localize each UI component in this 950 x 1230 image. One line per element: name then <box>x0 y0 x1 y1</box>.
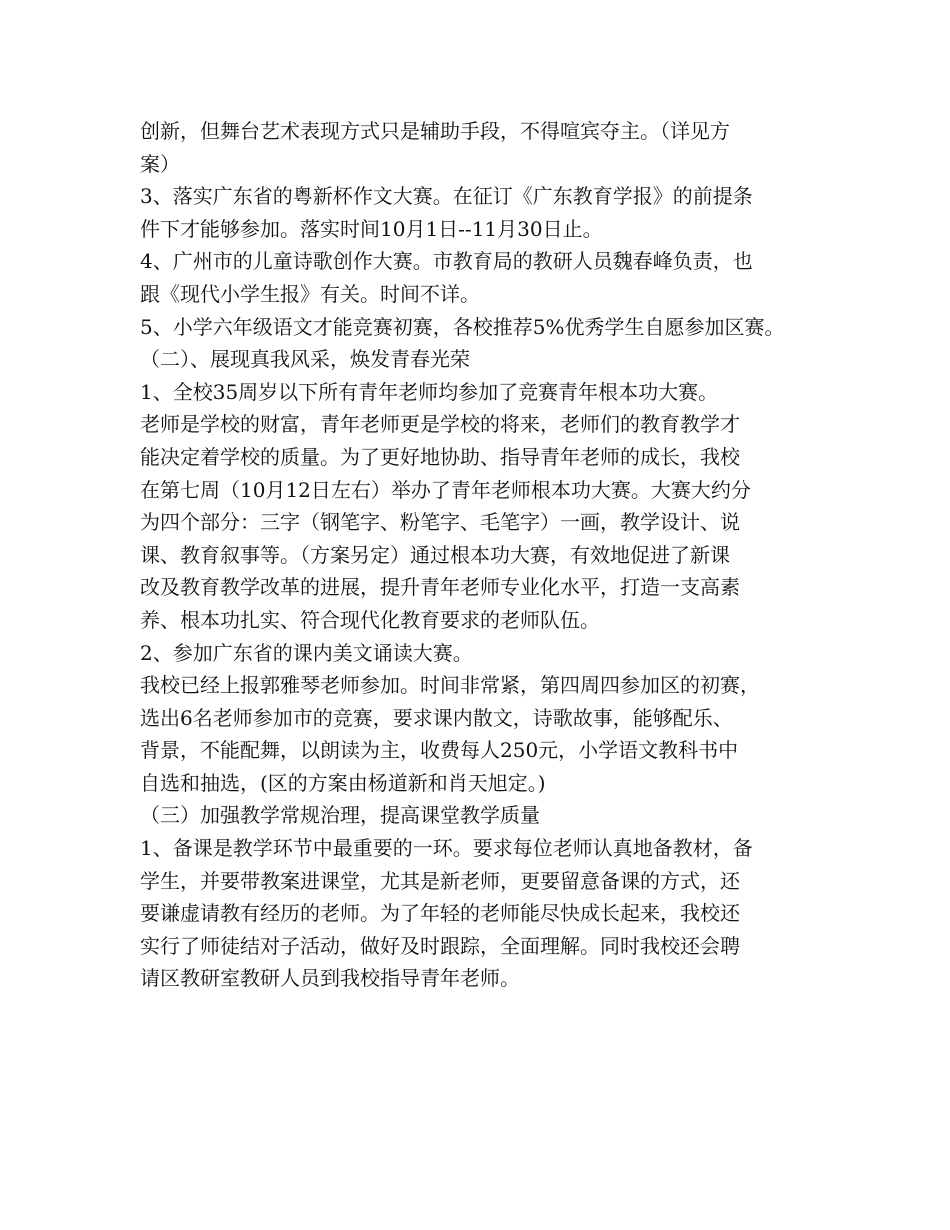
text-line: 要谦虚请教有经历的老师。为了年轻的老师能尽快成长起来，我校还 <box>140 901 740 926</box>
text-line: 1、全校35周岁以下所有青年老师均参加了竞赛青年根本功大赛。 <box>140 379 719 404</box>
text-line: 请区教研室教研人员到我校指导青年老师。 <box>140 966 520 991</box>
text-line: 选出6名老师参加市的竞赛，要求课内散文，诗歌故事，能够配乐、 <box>140 705 733 730</box>
text-line: 改及教育教学改革的进展，提升青年老师专业化水平，打造一支高素 <box>140 575 740 600</box>
text-line: 创新，但舞台艺术表现方式只是辅助手段，不得喧宾夺主。（详见方 <box>140 119 730 143</box>
text-line: 3、落实广东省的粤新杯作文大赛。在征订《广东教育学报》的前提条 <box>140 184 753 209</box>
text-line: 在第七周（10月12日左右）举办了青年老师根本功大赛。大赛大约分 <box>140 477 751 502</box>
text-line: 1、备课是教学环节中最重要的一环。要求每位老师认真地备教材，备 <box>140 836 753 861</box>
text-line: 能决定着学校的质量。为了更好地协助、指导青年老师的成长，我校 <box>140 444 740 469</box>
text-line: 4、广州市的儿童诗歌创作大赛。市教育局的教研人员魏春峰负责，也 <box>140 249 753 274</box>
text-line: 背景，不能配舞，以朗读为主，收费每人250元，小学语文教科书中 <box>140 738 739 763</box>
text-line: 案） <box>140 151 180 176</box>
text-line: 我校已经上报郭雅琴老师参加。时间非常紧，第四周四参加区的初赛， <box>140 673 760 698</box>
document-body <box>140 115 830 995</box>
text-line: 养、根本功扎实、符合现代化教育要求的老师队伍。 <box>140 607 600 632</box>
text-line: 老师是学校的财富，青年老师更是学校的将来，老师们的教育教学才 <box>140 412 740 437</box>
text-line: 自选和抽选，(区的方案由杨道新和肖天旭定。) <box>140 770 546 795</box>
text-line: 课、教育叙事等。（方案另定）通过根本功大赛，有效地促进了新课 <box>140 542 730 567</box>
section-heading: （三）加强教学常规治理，提高课堂教学质量 <box>140 803 540 828</box>
text-line: 5、小学六年级语文才能竞赛初赛，各校推荐5%优秀学生自愿参加区赛。 <box>140 314 785 339</box>
text-line: 2、参加广东省的课内美文诵读大赛。 <box>140 640 473 665</box>
text-line: 学生，并要带教案进课堂，尤其是新老师，更要留意备课的方式，还 <box>140 868 740 893</box>
text-line: 实行了师徒结对子活动，做好及时跟踪，全面理解。同时我校还会聘 <box>140 933 740 958</box>
text-line: 跟《现代小学生报》有关。时间不详。 <box>140 281 480 306</box>
text-line: 件下才能够参加。落实时间10月1日--11月30日止。 <box>140 216 603 241</box>
text-line: 为四个部分：三字（钢笔字、粉笔字、毛笔字）一画，教学设计、说 <box>140 510 740 535</box>
section-heading: （二）、展现真我风采，焕发青春光荣 <box>140 347 470 372</box>
